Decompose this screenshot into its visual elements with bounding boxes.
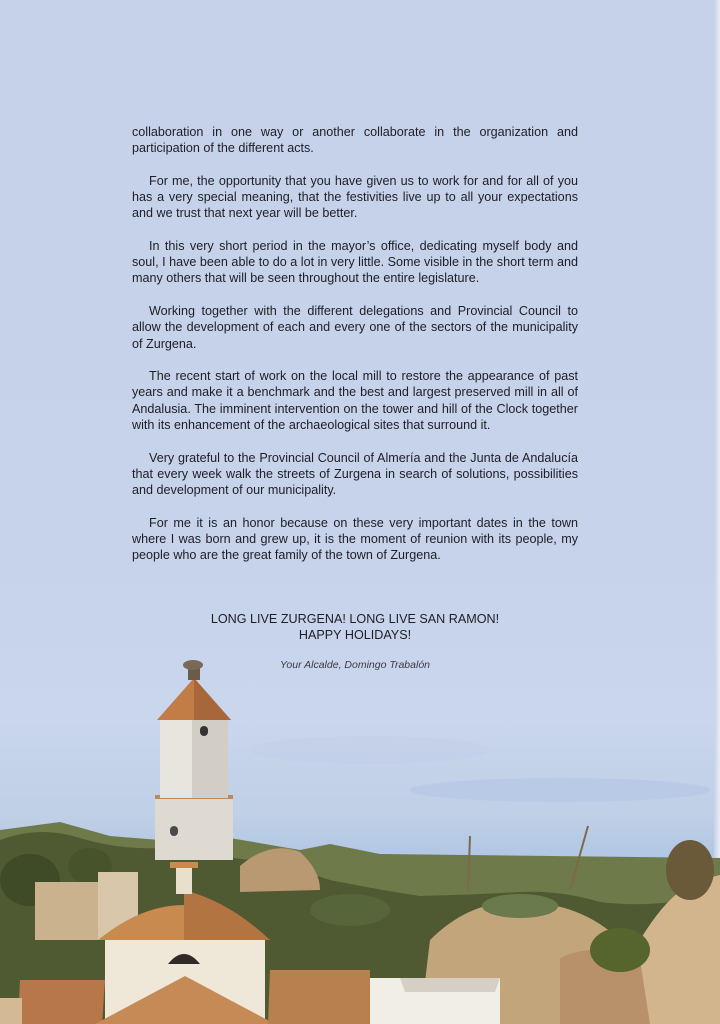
letter-paragraph-2: For me, the opportunity that you have given us to work for and for all of you has a very special meaning, that the festivities live up to all your expectations and we trust that next year will be better. [132, 173, 578, 221]
signature: Your Alcalde, Domingo Trabalón [280, 659, 430, 671]
shrub [666, 840, 714, 900]
roof [268, 970, 370, 1024]
letter-paragraph-4: Working together with the different delegations and Provincial Council to allow the development of each and every one of the sectors of the municipality of Zurgena. [132, 304, 578, 351]
roof [400, 978, 500, 992]
house [0, 998, 22, 1024]
letter-paragraph-6: Very grateful to the Provincial Council of Almería and the Junta de Andalucía that every week walk the streets of Zurgena in search of solutions, possibilities and development of our municipality. [132, 450, 578, 497]
shrub [590, 928, 650, 972]
cloud [250, 736, 490, 764]
closing-line-1: LONG LIVE ZURGENA! LONG LIVE SAN RAMON! [210, 612, 500, 626]
clock-tower [155, 660, 233, 860]
shrub [482, 894, 558, 918]
letter-paragraph-1: collaboration in one way or another collaborate in the organization and participation of the different acts. [132, 125, 578, 156]
closing-slogan [132, 611, 578, 643]
letter-paragraph-3: In this very short period in the mayor’s office, dedicating myself body and soul, I have been able to do a lot in very little. Some visible in the short term and many others that will be seen throughout the entire legislature. [132, 239, 578, 286]
letter-body [132, 124, 578, 580]
letter-paragraph-7: For me it is an honor because on these very important dates in the town where I was born and grew up, it is the moment of reunion with its people, my people who are the great family of the town of Zurgena. [132, 515, 578, 563]
letter-paragraph-5: The recent start of work on the local mill to restore the appearance of past years and make it a benchmark and the best and largest preserved mill in all of Andalusia. The imminent intervention on the tower and hill of the Clock together with its enhancement of the archaeological sites that surround it. [132, 369, 578, 432]
town-photo [0, 640, 720, 1024]
roof [18, 980, 105, 1024]
cloud [410, 778, 710, 802]
shrub [310, 894, 390, 926]
closing-line-2: HAPPY HOLIDAYS! [298, 628, 412, 642]
